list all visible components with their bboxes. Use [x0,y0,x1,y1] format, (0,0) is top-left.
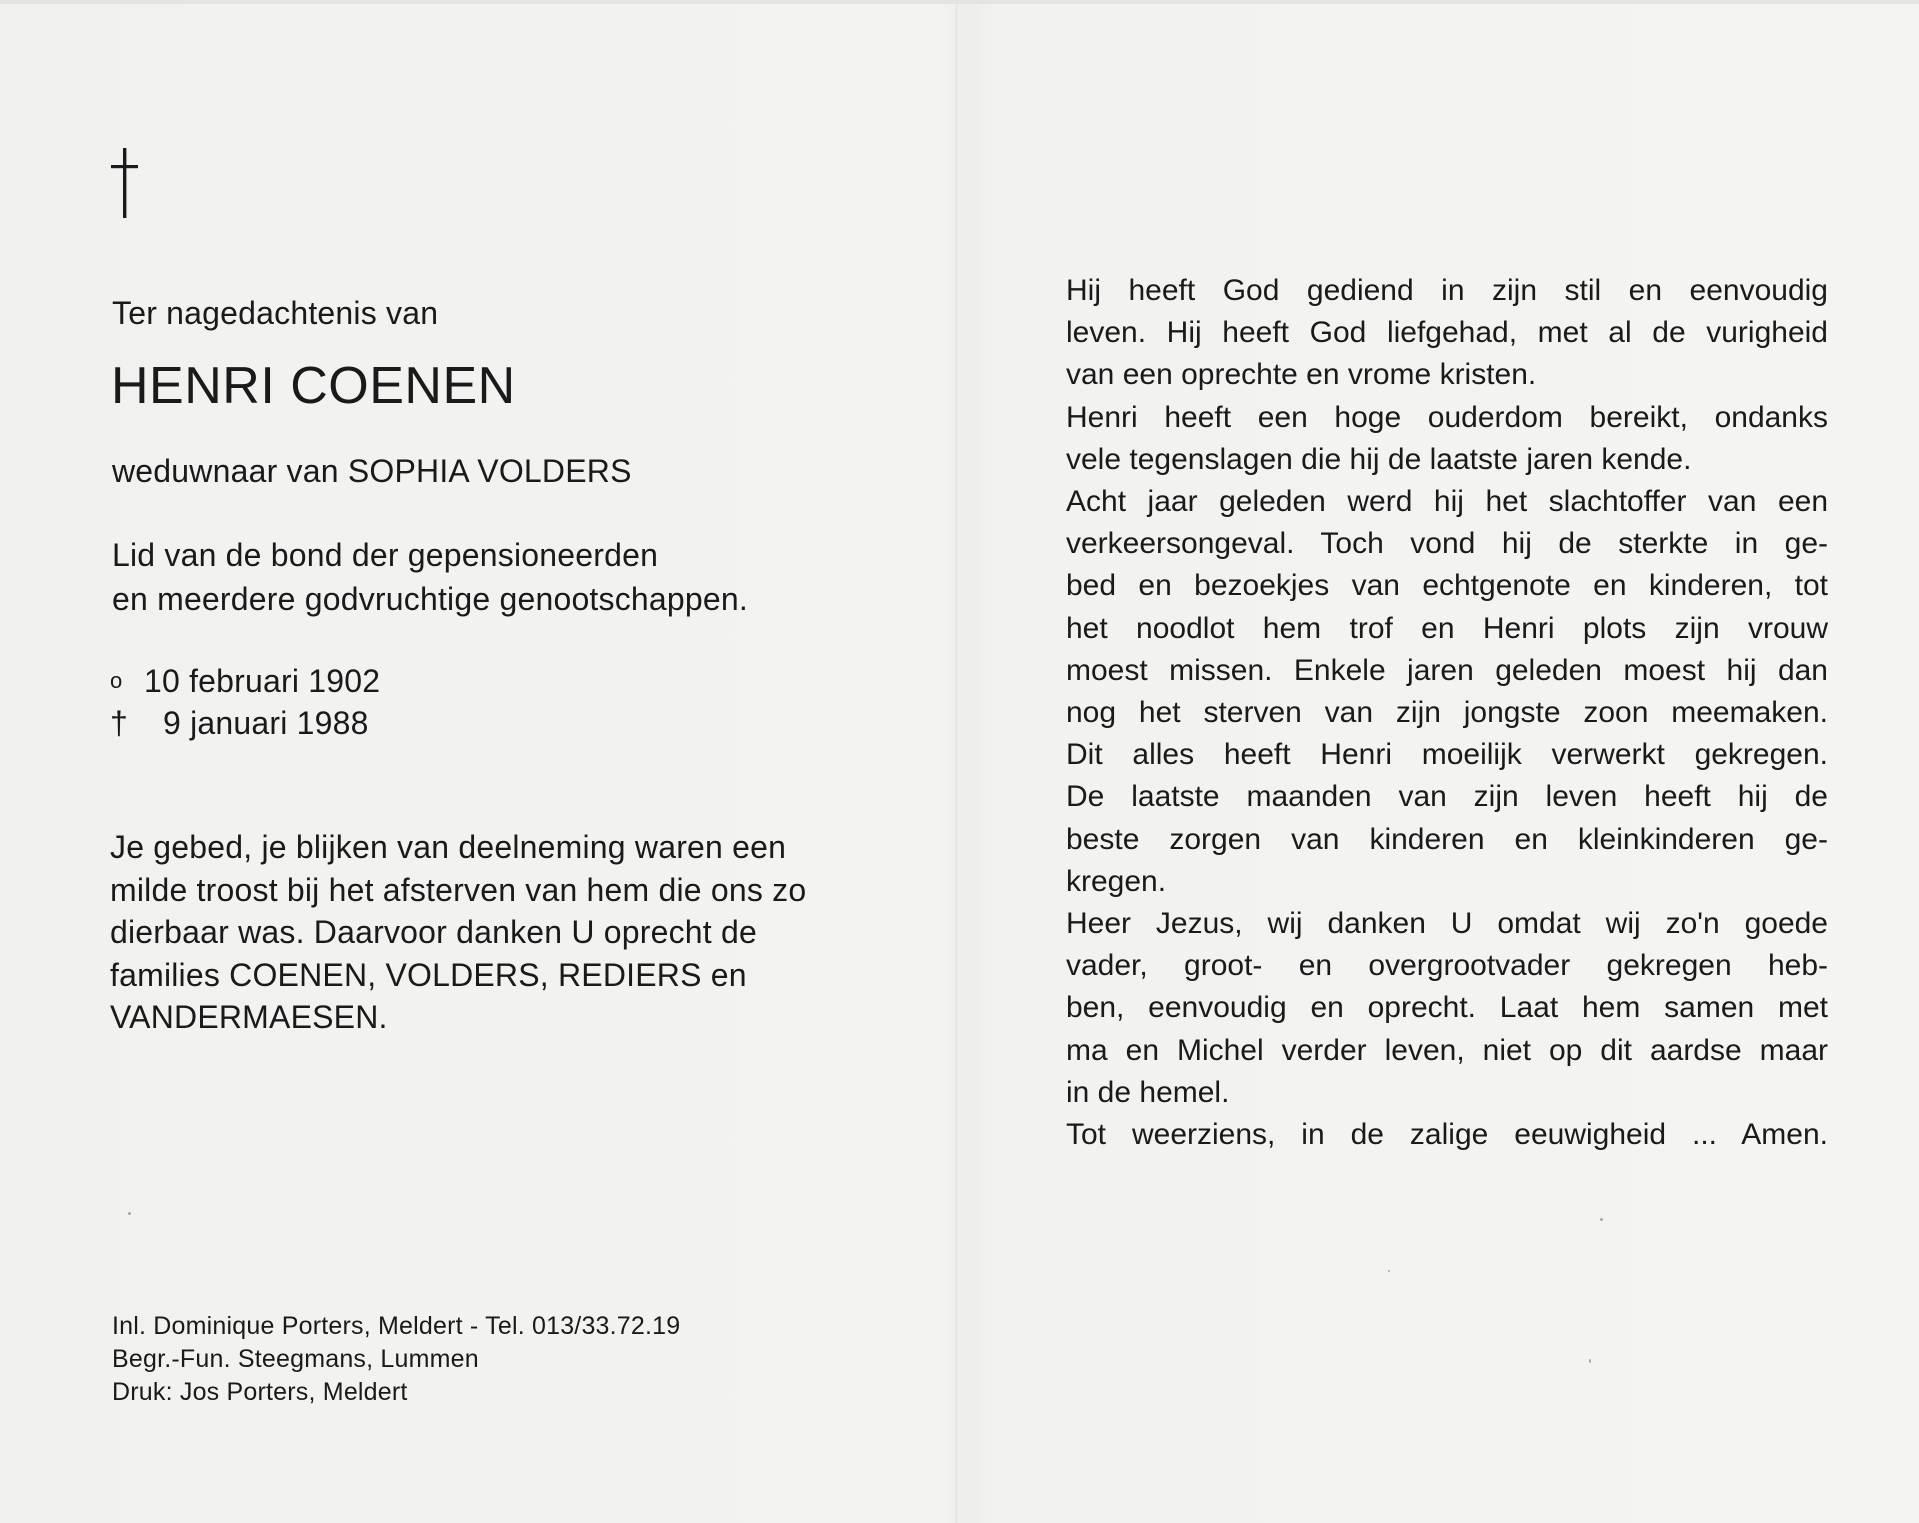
poem-line: kregen. [1066,864,1167,898]
left-panel [0,0,955,1523]
printer-line: Inl. Dominique Porters, Meldert - Tel. 013/33.72.19 [112,1312,681,1340]
birth-date: 10 februari 1902 [144,663,381,699]
poem-line: het noodlot hem trof en Henri plots zijn vrouw [1066,611,1828,645]
printer-line: Druk: Jos Porters, Meldert [112,1378,408,1406]
cross-icon [110,148,140,218]
widower-line: weduwnaar van SOPHIA VOLDERS [112,453,632,489]
born-symbol: o [110,668,123,693]
poem-line: van een oprechte en vrome kristen. [1066,358,1537,392]
poem-line: beste zorgen van kinderen en kleinkinderen ge- [1066,822,1828,856]
in-memory-heading: Ter nagedachtenis van [112,295,439,331]
thanks-line: Je gebed, je blijken van deelneming waren een [110,829,787,865]
died-symbol: † [110,705,128,741]
poem-line: Henri heeft een hoge ouderdom bereikt, ondanks [1066,400,1828,434]
poem-line: Hij heeft God gediend in zijn stil en eenvoudig [1066,274,1828,307]
poem-line: vele tegenslagen die hij de laatste jaren kende. [1066,442,1692,476]
paper-speck [1600,1218,1603,1221]
poem-line: De laatste maanden van zijn leven heeft hij de [1066,780,1828,814]
paper-speck [1589,1359,1591,1363]
poem-line: bed en bezoekjes van echtgenote en kinderen, tot [1066,569,1828,603]
poem-line: verkeersongeval. Toch vond hij de sterkte in ge- [1066,527,1828,561]
poem-line: nog het sterven van zijn jongste zoon meemaken. [1066,696,1828,730]
poem-line: ben, eenvoudig en oprecht. Laat hem samen met [1066,991,1828,1025]
death-date: 9 januari 1988 [163,705,369,741]
thanks-line: milde troost bij het afsterven van hem die ons zo [110,871,807,908]
poem-line: Dit alles heeft Henri moeilijk verwerkt gekregen. [1066,738,1828,772]
printer-line: Begr.-Fun. Steegmans, Lummen [112,1345,479,1373]
thanks-paragraph [110,826,860,1039]
poem-line: leven. Hij heeft God liefgehad, met al de vurigheid [1066,316,1828,350]
poem-line: vader, groot- en overgrootvader gekregen heb- [1066,949,1828,983]
thanks-line: dierbaar was. Daarvoor danken U oprecht de [110,914,757,950]
paper-speck [1388,1270,1390,1272]
poem-text [1066,270,1828,1156]
poem-line: Acht jaar geleden werd hij het slachtoffer van een [1066,485,1828,519]
membership-line: Lid van de bond der gepensioneerden [112,537,659,573]
poem-line: moest missen. Enkele jaren geleden moest hij dan [1066,653,1828,687]
poem-line: in de hemel. [1066,1075,1230,1109]
poem-line: Heer Jezus, wij danken U omdat wij zo'n goede [1066,907,1828,941]
deceased-name: HENRI COENEN [111,357,516,415]
right-panel [958,0,1919,1523]
paper-speck [128,1212,131,1215]
poem-line: ma en Michel verder leven, niet op dit aardse maar [1066,1033,1828,1067]
thanks-line: VANDERMAESEN. [110,999,388,1035]
thanks-line: families COENEN, VOLDERS, REDIERS en [110,956,747,993]
membership-line: en meerdere godvruchtige genootschappen. [112,581,748,617]
poem-line: Tot weerziens, in de zalige eeuwigheid ... Amen. [1066,1118,1828,1152]
printer-info [112,1310,680,1409]
